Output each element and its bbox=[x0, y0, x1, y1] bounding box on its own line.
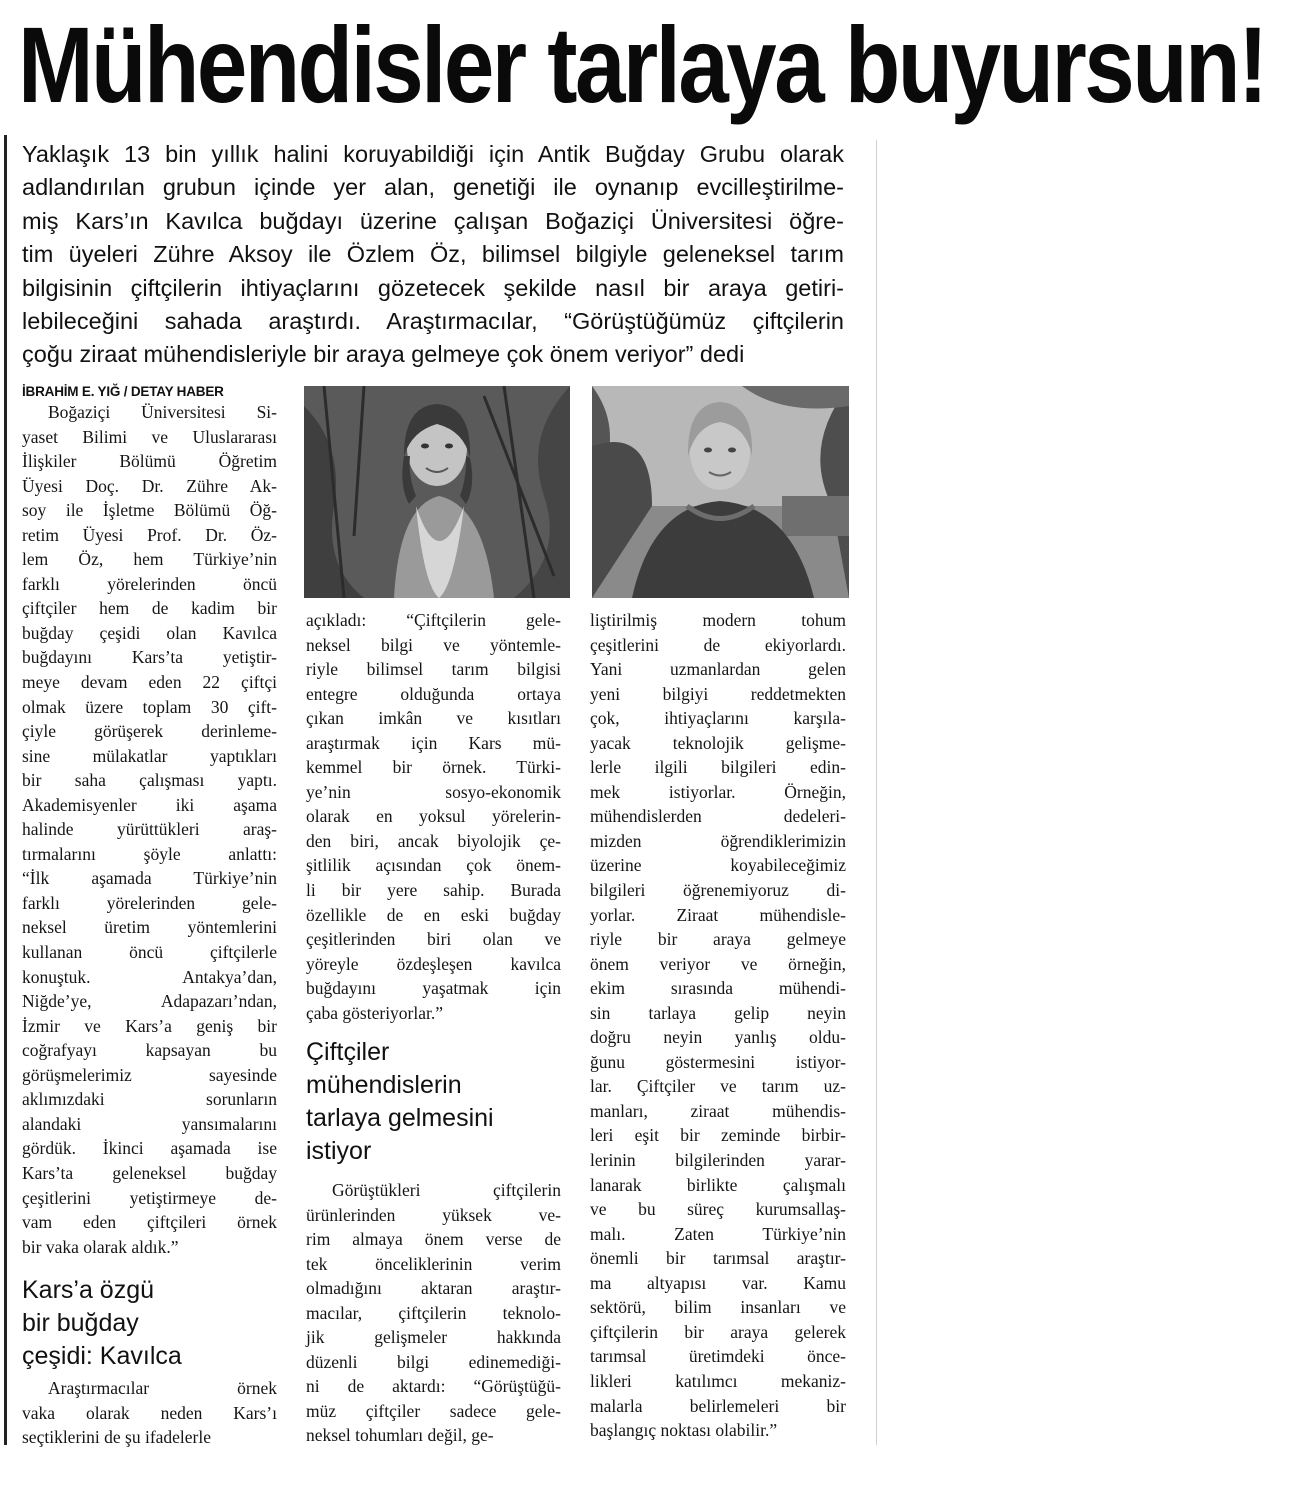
text-line: özellikle de en eski buğday bbox=[306, 904, 561, 925]
text-line: buğdayını yaşatmak için bbox=[306, 978, 561, 999]
text-line: düzenli bilgi edinemediği- bbox=[306, 1351, 561, 1372]
text-line: çiftçiler hem de kadim bir bbox=[22, 598, 277, 619]
text-line: retim Üyesi Prof. Dr. Öz- bbox=[22, 524, 277, 545]
text-line: neksel tohumları değil, ge- bbox=[306, 1425, 494, 1446]
text-line: kullanan öncü çiftçilerle bbox=[22, 942, 277, 963]
text-line: çiftçilerin bir araya gelerek bbox=[590, 1321, 846, 1342]
text-line: riyle bir araya gelmeye bbox=[590, 929, 846, 950]
lead-line: tim üyeleri Zühre Aksoy ile Özlem Öz, bilimsel bilgiyle geleneksel tarım bbox=[22, 241, 844, 268]
text-line: meye devam eden 22 çiftçi bbox=[22, 672, 277, 693]
lead-line: miş Kars’ın Kavılca buğdayı üzerine çalışan Boğaziçi Üniversitesi öğre- bbox=[22, 207, 844, 234]
text-line: vam eden çiftçileri örnek bbox=[22, 1212, 277, 1233]
text-line: olmak üzere toplam 30 çift- bbox=[22, 696, 277, 717]
text-line: ürünlerinden yüksek ve- bbox=[306, 1204, 561, 1225]
lead-line: Yaklaşık 13 bin yıllık halini koruyabildiği için Antik Buğday Grubu olarak bbox=[22, 141, 844, 167]
text-line: malı. Zaten Türkiye’nin bbox=[590, 1223, 846, 1244]
text-line: sin tarlaya gelip neyin bbox=[590, 1002, 846, 1023]
text-line: mizden öğrendiklerimizin bbox=[590, 830, 846, 851]
subhead-ciftciler bbox=[306, 1036, 494, 1168]
text-line: tek önceliklerinin verim bbox=[306, 1253, 561, 1274]
subhead-line: Kars’a özgü bbox=[22, 1276, 155, 1304]
text-line: li bir yere sahip. Burada bbox=[306, 880, 561, 901]
text-line: soy ile İşletme Bölümü Öğ- bbox=[22, 500, 277, 521]
text-line: “İlk aşamada Türkiye’nin bbox=[22, 868, 277, 889]
text-line: Boğaziçi Üniversitesi Si- bbox=[48, 402, 277, 422]
text-line: bir vaka olarak aldık.” bbox=[22, 1236, 179, 1257]
text-line: araştırmak için Kars mü- bbox=[306, 732, 561, 753]
text-line: konuştuk. Antakya’dan, bbox=[22, 966, 277, 987]
text-line: mek istiyorlar. Örneğin, bbox=[590, 781, 846, 802]
headline: Mühendisler tarlaya buyursun! bbox=[18, 4, 1266, 125]
text-line: tırmalarını şöyle anlattı: bbox=[22, 843, 277, 864]
text-line: bir saha çalışması yaptı. bbox=[22, 770, 277, 791]
left-column-rule bbox=[4, 135, 7, 1445]
text-line: olmadığını aktaran araştır- bbox=[306, 1278, 561, 1299]
article-column-1-continued bbox=[22, 1376, 277, 1450]
text-line: den biri, ancak biyolojik çe- bbox=[306, 830, 561, 851]
subhead-line: tarlaya gelmesini bbox=[306, 1104, 494, 1132]
lead-paragraph bbox=[22, 138, 844, 372]
subhead-kavilca bbox=[22, 1274, 182, 1373]
text-line: halinde yürüttükleri araş- bbox=[22, 819, 277, 840]
text-line: Görüştükleri çiftçilerin bbox=[332, 1180, 561, 1200]
lead-line: bilgisinin çiftçilerin ihtiyaçlarını gözetecek şekilde nasıl bir araya getiri- bbox=[22, 274, 844, 301]
text-line: yöreyle özdeşleşen kavılca bbox=[306, 953, 561, 974]
text-line: Akademisyenler iki aşama bbox=[22, 794, 277, 815]
subhead-line: bir buğday bbox=[22, 1309, 139, 1337]
text-line: likleri katılımcı mekaniz- bbox=[590, 1370, 846, 1391]
text-line: lerle ilgili bilgileri edin- bbox=[590, 757, 846, 778]
article-column-1 bbox=[22, 400, 277, 1259]
text-line: malarla belirlemeleri bir bbox=[590, 1395, 846, 1416]
text-line: lerinin bilgilerinden yarar- bbox=[590, 1150, 846, 1171]
text-line: riyle bilimsel tarım bilgisi bbox=[306, 659, 561, 680]
text-line: manları, ziraat mühendis- bbox=[590, 1100, 846, 1121]
lead-line: adlandırılan grubun içinde yer alan, genetiği ile oynanıp evcilleştirilme- bbox=[22, 174, 844, 201]
text-line: yaset Bilimi ve Uluslararası bbox=[22, 426, 277, 447]
text-line: leri eşit bir zeminde birbir- bbox=[590, 1125, 846, 1146]
text-line: ve bu süreç kurumsallaş- bbox=[590, 1199, 846, 1220]
byline: İBRAHİM E. YIĞ / DETAY HABER bbox=[22, 384, 224, 399]
subhead-line: mühendislerin bbox=[306, 1071, 462, 1099]
text-line: seçtiklerini de şu ifadelerle bbox=[22, 1427, 212, 1448]
text-line: buğday çeşidi olan Kavılca bbox=[22, 622, 277, 643]
lead-line: çoğu ziraat mühendisleriyle bir araya gelmeye çok önem veriyor” dedi bbox=[22, 341, 745, 368]
text-line: rim almaya önem verse de bbox=[306, 1229, 561, 1250]
text-line: şitlilik açısından çok önem- bbox=[306, 855, 561, 876]
text-line: alandaki yansımalarını bbox=[22, 1113, 277, 1134]
photo-ozlem-oz bbox=[592, 386, 849, 598]
text-line: neksel bilgi ve yöntemle- bbox=[306, 634, 561, 655]
text-line: vaka olarak neden Kars’ı bbox=[22, 1402, 277, 1423]
text-line: tarımsal üretimdeki önce- bbox=[590, 1346, 846, 1367]
text-line: aklımızdaki sorunların bbox=[22, 1089, 277, 1110]
text-line: açıkladı: “Çiftçilerin gele- bbox=[306, 610, 561, 630]
text-line: Niğde’ye, Adapazarı’ndan, bbox=[22, 991, 277, 1012]
text-line: çaba gösteriyorlar.” bbox=[306, 1002, 444, 1023]
text-line: başlangıç noktası olabilir.” bbox=[590, 1420, 778, 1441]
text-line: sine mülakatlar yaptıkları bbox=[22, 745, 277, 766]
text-line: lanarak birlikte çalışmalı bbox=[590, 1174, 846, 1195]
text-line: ma altyapısı var. Kamu bbox=[590, 1272, 846, 1293]
text-line: neksel üretim yöntemlerini bbox=[22, 917, 277, 938]
text-line: doğru neyin yanlış oldu- bbox=[590, 1027, 846, 1048]
right-column-rule bbox=[876, 140, 877, 1445]
text-line: ye’nin sosyo-ekonomik bbox=[306, 781, 561, 802]
text-line: liştirilmiş modern tohum bbox=[590, 610, 846, 630]
subhead-line: istiyor bbox=[306, 1137, 372, 1165]
article-column-3 bbox=[590, 608, 846, 1443]
text-line: üzerine koyabileceğimiz bbox=[590, 855, 846, 876]
text-line: farklı yörelerinden gele- bbox=[22, 892, 277, 913]
lead-line: lebileceğini sahada araştırdı. Araştırmacılar, “Görüştüğümüz çiftçilerin bbox=[22, 308, 844, 335]
text-line: çıkan imkân ve kısıtları bbox=[306, 708, 561, 729]
text-line: ni de aktardı: “Görüştüğü- bbox=[306, 1376, 561, 1397]
text-line: entegre olduğunda ortaya bbox=[306, 683, 561, 704]
text-line: görüşmelerimiz sayesinde bbox=[22, 1064, 277, 1085]
article-column-2 bbox=[306, 608, 561, 1025]
text-line: yacak teknolojik gelişme- bbox=[590, 732, 846, 753]
text-line: İlişkiler Bölümü Öğretim bbox=[22, 451, 277, 472]
text-line: Üyesi Doç. Dr. Zühre Ak- bbox=[22, 475, 277, 496]
text-line: mühendislerden dedeleri- bbox=[590, 806, 846, 827]
text-line: bilgileri öğrenemiyoruz di- bbox=[590, 880, 846, 901]
text-line: sektörü, bilim insanları ve bbox=[590, 1297, 846, 1318]
text-line: ğunu göstermesini istiyor- bbox=[590, 1051, 846, 1072]
text-line: coğrafyayı kapsayan bu bbox=[22, 1040, 277, 1061]
text-line: İzmir ve Kars’a geniş bir bbox=[22, 1015, 277, 1036]
text-line: farklı yörelerinden öncü bbox=[22, 573, 277, 594]
text-line: kemmel bir örnek. Türki- bbox=[306, 757, 561, 778]
text-line: çeşitlerini de ekiyorlardı. bbox=[590, 634, 846, 655]
text-line: Kars’ta geleneksel buğday bbox=[22, 1162, 277, 1183]
text-line: çeşitlerini yetiştirmeye de- bbox=[22, 1187, 277, 1208]
text-line: çok, ihtiyaçlarını karşıla- bbox=[590, 708, 846, 729]
text-line: ekim sırasında mühendi- bbox=[590, 978, 846, 999]
text-line: jik gelişmeler hakkında bbox=[306, 1327, 561, 1348]
text-line: yorlar. Ziraat mühendisle- bbox=[590, 904, 846, 925]
text-line: lar. Çiftçiler ve tarım uz- bbox=[590, 1076, 846, 1097]
text-line: gördük. İkinci aşamada ise bbox=[22, 1138, 277, 1159]
text-line: Araştırmacılar örnek bbox=[48, 1378, 277, 1398]
text-line: önem veriyor ve örneğin, bbox=[590, 953, 846, 974]
subhead-line: Çiftçiler bbox=[306, 1038, 390, 1066]
text-line: olarak en yoksul yörelerin- bbox=[306, 806, 561, 827]
subhead-line: çeşidi: Kavılca bbox=[22, 1342, 182, 1370]
article-column-2-continued bbox=[306, 1178, 561, 1448]
text-line: müz çiftçiler sadece gele- bbox=[306, 1400, 561, 1421]
text-line: çeşitlerinden biri olan ve bbox=[306, 929, 561, 950]
text-line: Yani uzmanlardan gelen bbox=[590, 659, 846, 680]
text-line: önemli bir tarımsal araştır- bbox=[590, 1248, 846, 1269]
text-line: macılar, çiftçilerin teknolo- bbox=[306, 1302, 561, 1323]
text-line: çiyle görüşerek derinleme- bbox=[22, 721, 277, 742]
text-line: buğdayını Kars’ta yetiştir- bbox=[22, 647, 277, 668]
text-line: yeni bilgiyi reddetmekten bbox=[590, 683, 846, 704]
text-line: lem Öz, hem Türkiye’nin bbox=[22, 549, 277, 570]
photo-zuhre-aksoy bbox=[304, 386, 570, 598]
